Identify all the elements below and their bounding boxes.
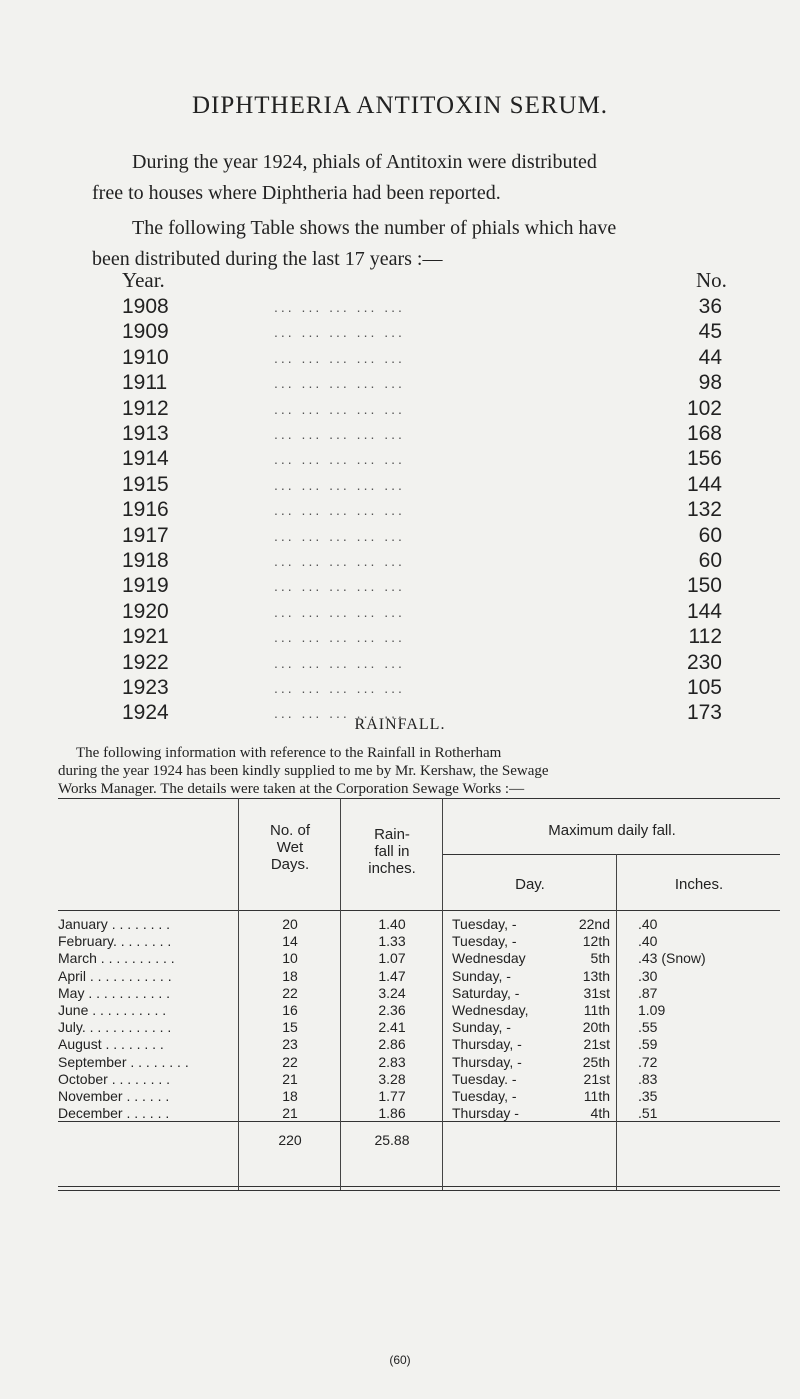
year-value: 1922	[122, 650, 169, 674]
year-value: 1921	[122, 625, 169, 649]
total-rainfall: 25.88	[374, 1132, 410, 1148]
max-day-date: 12th	[582, 933, 610, 950]
rainfall-value: 3.24	[378, 984, 406, 1001]
wet-days-value: 16	[282, 1002, 298, 1018]
leader-dots: ... ... ... ... ...	[274, 527, 405, 544]
month-label: December . . . . . .	[58, 1105, 170, 1122]
page-title: DIPHTHERIA ANTITOXIN SERUM.	[191, 92, 609, 119]
month-label: June . . . . . . . . . .	[58, 1002, 167, 1018]
phials-count: 45	[698, 320, 722, 344]
number-column-header: No.	[696, 268, 727, 292]
column-divider-1	[238, 798, 239, 1190]
table-top-rule	[58, 798, 780, 799]
rainfall-value: 1.77	[378, 1088, 406, 1104]
rainfall-paragraph	[58, 744, 780, 798]
max-inches-value: .40	[638, 933, 658, 950]
phials-count: 144	[686, 472, 722, 496]
rainfall-value: 1.07	[378, 950, 406, 967]
max-day-date: 31st	[583, 984, 610, 1001]
year-value: 1917	[122, 523, 169, 547]
table-intro-line-1: The following Table shows the number of phials which have	[132, 217, 617, 239]
max-day-weekday: Saturday, -	[452, 984, 520, 1001]
max-inches-value: .30	[638, 967, 658, 984]
phials-count: 168	[686, 422, 722, 445]
rainfall-heading: RAINFALL.	[354, 716, 446, 733]
month-label: October . . . . . . . .	[58, 1070, 171, 1087]
rainfall-value: 1.33	[378, 933, 406, 950]
phials-count: 36	[698, 295, 722, 318]
rainfall-line-2: during the year 1924 has been kindly supplied to me by Mr. Kershaw, the Sewage	[58, 763, 549, 779]
max-day-date: 21st	[583, 1036, 610, 1053]
max-day-weekday: Tuesday, -	[452, 916, 517, 932]
max-inches-value: .72	[638, 1053, 658, 1070]
phials-count: 102	[686, 396, 722, 420]
leader-dots: ... ... ... ... ...	[274, 299, 405, 315]
max-day-date: 25th	[582, 1053, 610, 1070]
year-value: 1916	[122, 498, 169, 522]
max-day-weekday: Tuesday. -	[452, 1070, 517, 1087]
phials-count: 144	[686, 599, 722, 623]
month-label: February. . . . . . . .	[58, 933, 172, 950]
phials-count: 98	[698, 371, 722, 395]
month-label: April . . . . . . . . . . .	[58, 967, 172, 984]
max-day-weekday: Thursday, -	[452, 1036, 522, 1053]
month-label: May . . . . . . . . . . .	[58, 984, 171, 1001]
wet-days-value: 18	[282, 1088, 298, 1104]
wet-days-value: 10	[282, 950, 298, 967]
leader-dots: ... ... ... ... ...	[274, 654, 405, 671]
leader-dots: ... ... ... ... ...	[274, 324, 405, 341]
max-inches-value: .40	[638, 916, 658, 932]
wet-days-value: 20	[282, 916, 298, 932]
year-column-header: Year.	[122, 268, 165, 292]
rainfall-value: 1.47	[378, 967, 406, 984]
max-inches-value: .35	[638, 1088, 658, 1104]
leader-dots: ... ... ... ... ...	[274, 705, 405, 722]
leader-dots: ... ... ... ... ...	[274, 553, 405, 569]
intro-line-1: During the year 1924, phials of Antitoxin were distributed	[132, 151, 597, 173]
max-day-date: 4th	[590, 1105, 610, 1122]
year-value: 1912	[122, 396, 169, 420]
rainfall-value: 2.83	[378, 1053, 406, 1070]
max-day-date: 11th	[583, 1002, 610, 1018]
max-day-weekday: Wednesday	[452, 950, 526, 967]
max-inches-value: .55	[638, 1019, 658, 1036]
max-day-date: 22nd	[578, 916, 610, 932]
max-day-weekday: Thursday -	[452, 1105, 519, 1122]
rainfall-value: 2.86	[378, 1036, 406, 1053]
phials-count: 105	[686, 676, 722, 699]
year-value: 1911	[122, 371, 168, 395]
rainfall-value: 3.28	[378, 1070, 406, 1087]
leader-dots: ... ... ... ... ...	[274, 578, 405, 595]
wet-days-value: 22	[282, 1053, 298, 1070]
leader-dots: ... ... ... ... ...	[274, 629, 405, 646]
leader-dots: ... ... ... ... ...	[274, 603, 405, 620]
max-inches-value: .51	[638, 1105, 658, 1122]
max-day-weekday: Tuesday, -	[452, 933, 517, 950]
leader-dots: ... ... ... ... ...	[274, 451, 405, 468]
table-header-rule	[58, 910, 780, 911]
total-wet-days: 220	[278, 1132, 302, 1148]
wet-days-value: 21	[282, 1105, 298, 1122]
maximum-subheader-rule	[442, 854, 780, 855]
year-value: 1913	[122, 422, 169, 445]
rainfall-line-1: The following information with reference to the Rainfall in Rotherham	[76, 745, 502, 761]
year-value: 1915	[122, 472, 169, 496]
table-bottom-rule-2	[58, 1190, 780, 1191]
leader-dots: ... ... ... ... ...	[274, 680, 405, 696]
leader-dots: ... ... ... ... ...	[274, 375, 405, 392]
leader-dots: ... ... ... ... ...	[274, 426, 405, 442]
max-day-date: 11th	[583, 1088, 610, 1104]
table-intro-line-2: been distributed during the last 17 years :—	[92, 248, 443, 270]
year-value: 1908	[122, 295, 169, 318]
year-value: 1920	[122, 599, 169, 623]
phials-count: 60	[698, 549, 722, 572]
table-intro-paragraph	[92, 213, 772, 275]
month-label: July. . . . . . . . . . . .	[58, 1019, 172, 1036]
wet-days-value: 23	[282, 1036, 298, 1053]
column-divider-3	[442, 798, 443, 1190]
table-bottom-rule-1	[58, 1186, 780, 1187]
phials-count: 60	[698, 523, 722, 547]
max-day-date: 20th	[582, 1019, 610, 1036]
year-value: 1914	[122, 447, 169, 471]
wet-days-value: 14	[282, 933, 298, 950]
phials-count: 156	[686, 447, 722, 471]
page-number: (60)	[389, 1353, 411, 1367]
max-day-weekday: Sunday, -	[452, 1019, 511, 1036]
wet-days-value: 22	[282, 984, 298, 1001]
rainfall-value: 1.86	[378, 1105, 406, 1122]
max-day-weekday: Sunday, -	[452, 967, 511, 984]
phials-count: 173	[686, 701, 722, 725]
max-day-weekday: Wednesday,	[452, 1002, 529, 1018]
month-label: September . . . . . . . .	[58, 1053, 189, 1070]
max-day-weekday: Tuesday, -	[452, 1088, 517, 1104]
year-value: 1923	[122, 676, 169, 699]
year-value: 1924	[122, 701, 169, 725]
max-day-date: 21st	[583, 1070, 610, 1087]
rainfall-line-3: Works Manager. The details were taken at the Corporation Sewage Works :—	[58, 781, 525, 797]
max-inches-value: .43 (Snow)	[638, 950, 706, 967]
phials-count: 112	[688, 625, 722, 649]
wet-days-value: 18	[282, 967, 298, 984]
max-inches-value: .83	[638, 1070, 658, 1087]
wet-days-value: 15	[282, 1019, 298, 1036]
max-inches-value: .87	[638, 984, 658, 1001]
month-label: November . . . . . .	[58, 1088, 170, 1104]
phials-count: 150	[686, 574, 722, 598]
wet-days-value: 21	[282, 1070, 298, 1087]
inches-header: Inches.	[674, 876, 724, 893]
intro-line-2: free to houses where Diphtheria had been reported.	[92, 182, 501, 204]
leader-dots: ... ... ... ... ...	[274, 349, 405, 366]
rainfall-value: 2.36	[378, 1002, 406, 1018]
rainfall-header: Rain- fall in inches.	[368, 826, 416, 877]
year-value: 1909	[122, 320, 169, 344]
column-divider-4	[616, 854, 617, 1190]
phials-count: 44	[698, 345, 722, 369]
year-value: 1910	[122, 345, 169, 369]
month-label: March . . . . . . . . . .	[58, 950, 175, 967]
wet-days-header: No. of Wet Days.	[269, 822, 311, 873]
max-day-date: 13th	[582, 967, 610, 984]
phials-count: 132	[686, 498, 722, 522]
rainfall-value: 1.40	[378, 916, 406, 932]
maximum-daily-fall-header: Maximum daily fall.	[548, 822, 676, 839]
year-value: 1918	[122, 549, 169, 572]
day-header: Day.	[515, 876, 545, 893]
column-divider-2	[340, 798, 341, 1190]
intro-paragraph	[92, 147, 772, 209]
rainfall-value: 2.41	[378, 1019, 406, 1036]
max-day-date: 5th	[590, 950, 610, 967]
leader-dots: ... ... ... ... ...	[274, 476, 405, 493]
max-inches-value: .59	[638, 1036, 658, 1053]
leader-dots: ... ... ... ... ...	[274, 400, 405, 417]
leader-dots: ... ... ... ... ...	[274, 502, 405, 519]
month-label: August . . . . . . . .	[58, 1036, 164, 1053]
max-day-weekday: Thursday, -	[452, 1053, 522, 1070]
year-value: 1919	[122, 574, 169, 598]
max-inches-value: 1.09	[638, 1002, 666, 1018]
phials-count: 230	[686, 650, 722, 674]
month-label: January . . . . . . . .	[58, 916, 171, 932]
